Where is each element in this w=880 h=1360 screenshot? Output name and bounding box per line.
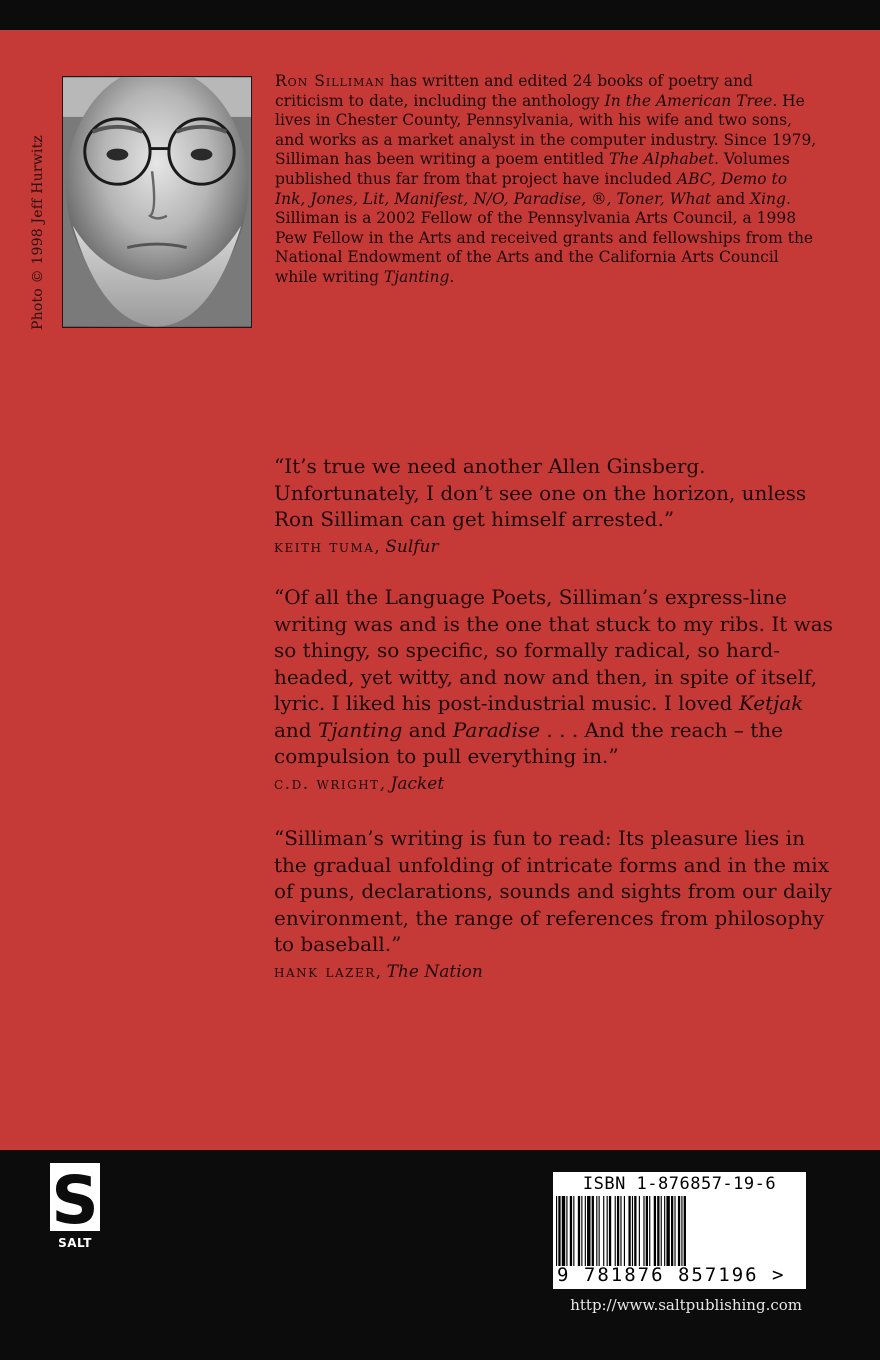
barcode-bar — [566, 1196, 567, 1266]
barcode-bar — [556, 1196, 557, 1266]
barcode-bar — [643, 1196, 644, 1266]
blurb-lazer — [274, 825, 834, 984]
barcode-bars — [553, 1196, 806, 1266]
author-photo — [62, 76, 252, 328]
barcode-bar — [657, 1196, 659, 1266]
blurb-attribution: hank lazer, The Nation — [274, 961, 483, 982]
barcode-bar — [639, 1196, 640, 1266]
isbn-label: ISBN 1-876857-19-6 — [582, 1174, 777, 1194]
blurb-quote: “It’s true we need another Allen Ginsberg. Unfortunately, I don’t see one on the horizon, unless Ron Silliman can get himself arrested.” — [274, 454, 807, 531]
barcode-bar — [674, 1196, 675, 1266]
publisher-url: http://www.saltpublishing.com — [570, 1296, 802, 1314]
barcode-bar — [681, 1196, 682, 1266]
barcode-bar — [607, 1196, 608, 1266]
author-name: Ron Silliman — [275, 72, 385, 90]
barcode-bar — [570, 1196, 572, 1266]
barcode-bar — [592, 1196, 594, 1266]
barcode-bar — [617, 1196, 619, 1266]
photo-credit: Photo © 1998 Jeff Hurwitz — [30, 135, 46, 330]
barcode-bar — [649, 1196, 650, 1266]
barcode-bar — [562, 1196, 565, 1266]
author-bio: Ron Silliman has written and edited 24 books of poetry and criticism to date, including the anthology In the American Tree. He lives in Chester County, Pennsylvania, with his wife and two sons, and works as a market analyst in the computer industry. Since 1979, Silliman has been writing a poem entitled The Alphabet. Volumes published thus far from that project have included ABC, Demo to Ink, Jones, Lit, Manifest, N/O, Paradise, ®, Toner, What and Xing. Silliman is a 2002 Fellow of the Pennsylvania Arts Council, a 1998 Pew Fellow in the Arts and received grants and fellowships from the National Endowment of the Arts and the California Arts Council while writing Tjanting. — [275, 72, 817, 286]
blurb-attribution: c.d. wright, Jacket — [274, 773, 445, 794]
barcode-bar — [634, 1196, 636, 1266]
top-strip — [0, 0, 880, 30]
barcode-bar — [573, 1196, 574, 1266]
barcode-bar — [620, 1196, 621, 1266]
barcode-bar — [558, 1196, 560, 1266]
barcode-bar — [632, 1196, 633, 1266]
barcode-digits: 9 781876 857196 > — [557, 1264, 786, 1286]
barcode-bar — [666, 1196, 669, 1266]
barcode-bar — [609, 1196, 611, 1266]
blurb-attribution: keith tuma, Sulfur — [274, 536, 439, 557]
barcode-bar — [628, 1196, 630, 1266]
publisher-label: SALT — [58, 1236, 92, 1250]
barcode-bar — [596, 1196, 597, 1266]
barcode-bar — [585, 1196, 586, 1266]
barcode-bar — [581, 1196, 582, 1266]
blurb-wright — [274, 584, 834, 796]
blurb-quote: “Of all the Language Poets, Silliman’s express-line writing was and is the one that stuck to my ribs. It was so thingy, so specific, so formally radical, so hard-headed, yet witty, and now and then, in spite of itself, lyric. I liked his post-industrial music. I loved Ketjak and Tjanting and Paradise . . . And the reach – the compulsion to pull everything in.” — [274, 585, 833, 768]
barcode-bar — [615, 1196, 616, 1266]
barcode-bar — [684, 1196, 686, 1266]
barcode-bar — [587, 1196, 590, 1266]
barcode-bar — [578, 1196, 580, 1266]
blurb-tuma — [274, 453, 834, 559]
isbn-barcode — [553, 1172, 806, 1289]
barcode-bar — [599, 1196, 600, 1266]
blurb-quote: “Silliman’s writing is fun to read: Its pleasure lies in the gradual unfolding of intricate forms and in the mix of puns, declarations, sounds and sights from our daily environment, the range of references from philosophy to baseball.” — [274, 826, 832, 956]
salt-logo-letter: S — [51, 1163, 99, 1239]
barcode-bar — [671, 1196, 673, 1266]
barcode-bar — [678, 1196, 680, 1266]
barcode-bar — [661, 1196, 662, 1266]
barcode-bar — [624, 1196, 625, 1266]
barcode-bar — [654, 1196, 656, 1266]
barcode-bar — [664, 1196, 665, 1266]
barcode-bar — [646, 1196, 648, 1266]
author-portrait-icon — [63, 77, 251, 327]
barcode-bar — [603, 1196, 604, 1266]
